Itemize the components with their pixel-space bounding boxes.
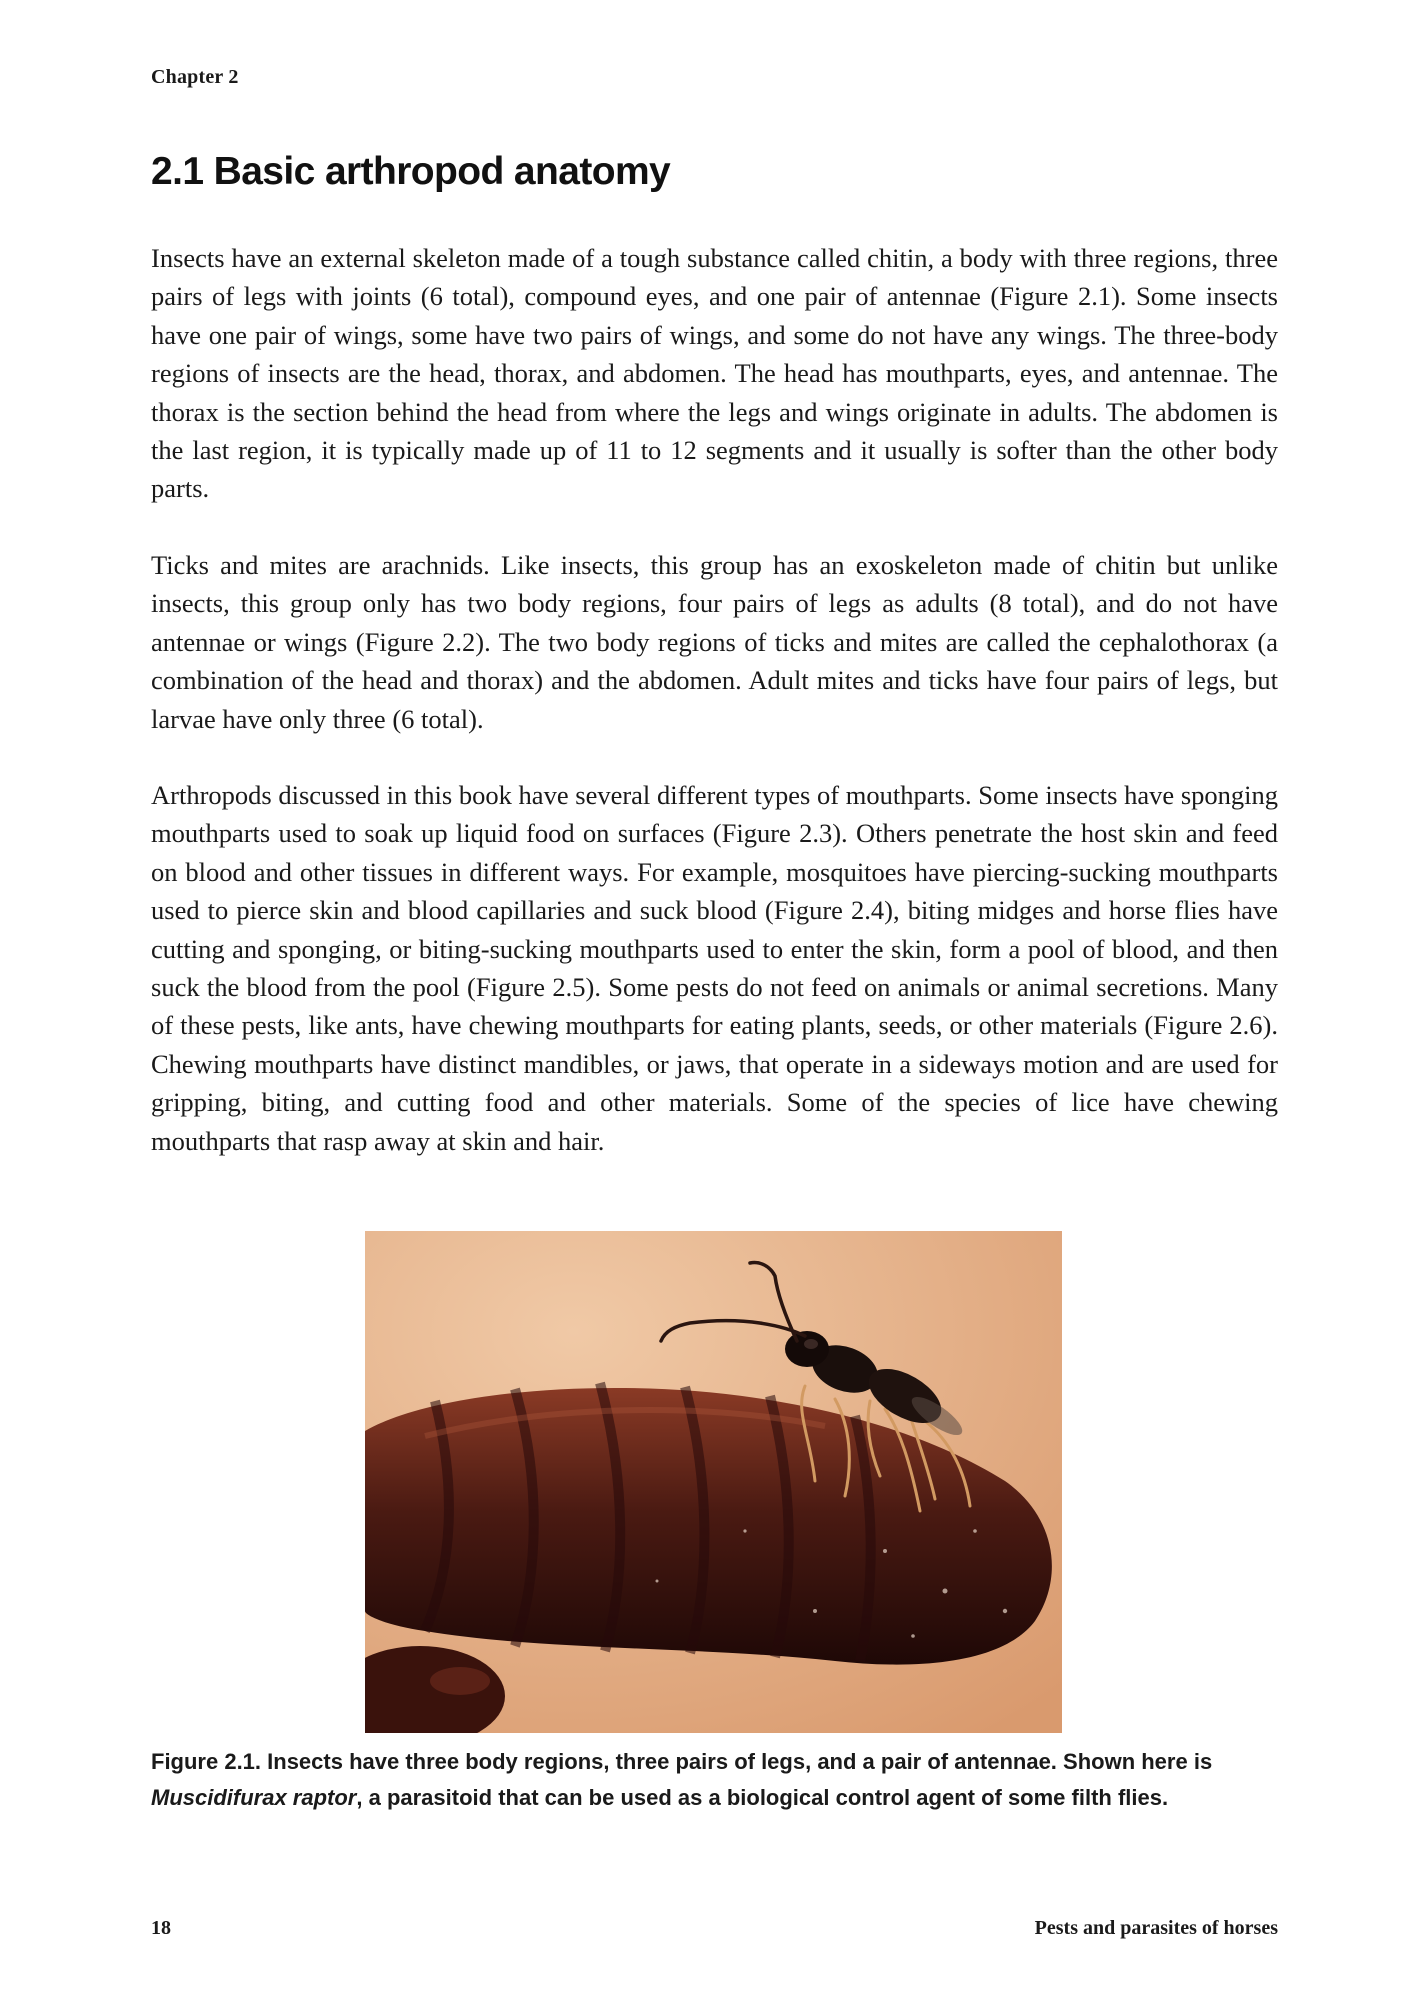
body-paragraph: Insects have an external skeleton made of a tough substance called chitin, a body with three regions, three pairs of legs with joints (6 total), compound eyes, and one pair of antennae (Figure 2.1). Some insects have one pair of wings, some have two pairs of wings, and some do not have any wings. The three-body regions of insects are the head, thorax, and abdomen. The head has mouthparts, eyes, and antennae. The thorax is the section behind the head from where the legs and wings originate in adults. The abdomen is the last region, it is typically made up of 11 to 12 segments and it usually is softer than the other body parts. <box>151 243 1278 504</box>
caption-text-tail: , a parasitoid that can be used as a biological control agent of some filth flies. <box>356 1785 1169 1810</box>
figure-photo <box>365 1231 1062 1733</box>
section-title: 2.1 Basic arthropod anatomy <box>151 150 671 193</box>
caption-species-name: Muscidifurax raptor <box>151 1785 357 1810</box>
book-title: Pests and parasites of horses <box>1034 1917 1278 1939</box>
body-paragraph: Ticks and mites are arachnids. Like insects, this group has an exoskeleton made of chitin but unlike insects, this group only has two body regions, four pairs of legs as adults (8 total), and do not have antennae or wings (Figure 2.2). The two body regions of ticks and mites are called the cephalothorax (a combination of the head and thorax) and the abdomen. Adult mites and ticks have four pairs of legs, but larvae have only three (6 total). <box>151 550 1278 734</box>
running-head: Chapter 2 <box>151 66 239 88</box>
figure-caption <box>151 1744 1278 1816</box>
page-number: 18 <box>151 1917 171 1939</box>
body-paragraph: Arthropods discussed in this book have several different types of mouthparts. Some insects have sponging mouthparts used to soak up liquid food on surfaces (Figure 2.3). Others penetrate the host skin and feed on blood and other tissues in different ways. For example, mosquitoes have piercing-sucking mouthparts used to pierce skin and blood capillaries and suck blood (Figure 2.4), biting midges and horse flies have cutting and sponging, or biting-sucking mouthparts used to enter the skin, form a pool of blood, and then suck the blood from the pool (Figure 2.5). Some pests do not feed on animals or animal secretions. Many of these pests, like ants, have chewing mouthparts for eating plants, seeds, or other materials (Figure 2.6). Chewing mouthparts have distinct mandibles, or jaws, that operate in a sideways motion and are used for gripping, biting, and cutting food and other materials. Some of the species of lice have chewing mouthparts that rasp away at skin and hair. <box>151 780 1278 1156</box>
caption-text: Figure 2.1. Insects have three body regions, three pairs of legs, and a pair of antennae. Shown here is <box>151 1749 1213 1774</box>
